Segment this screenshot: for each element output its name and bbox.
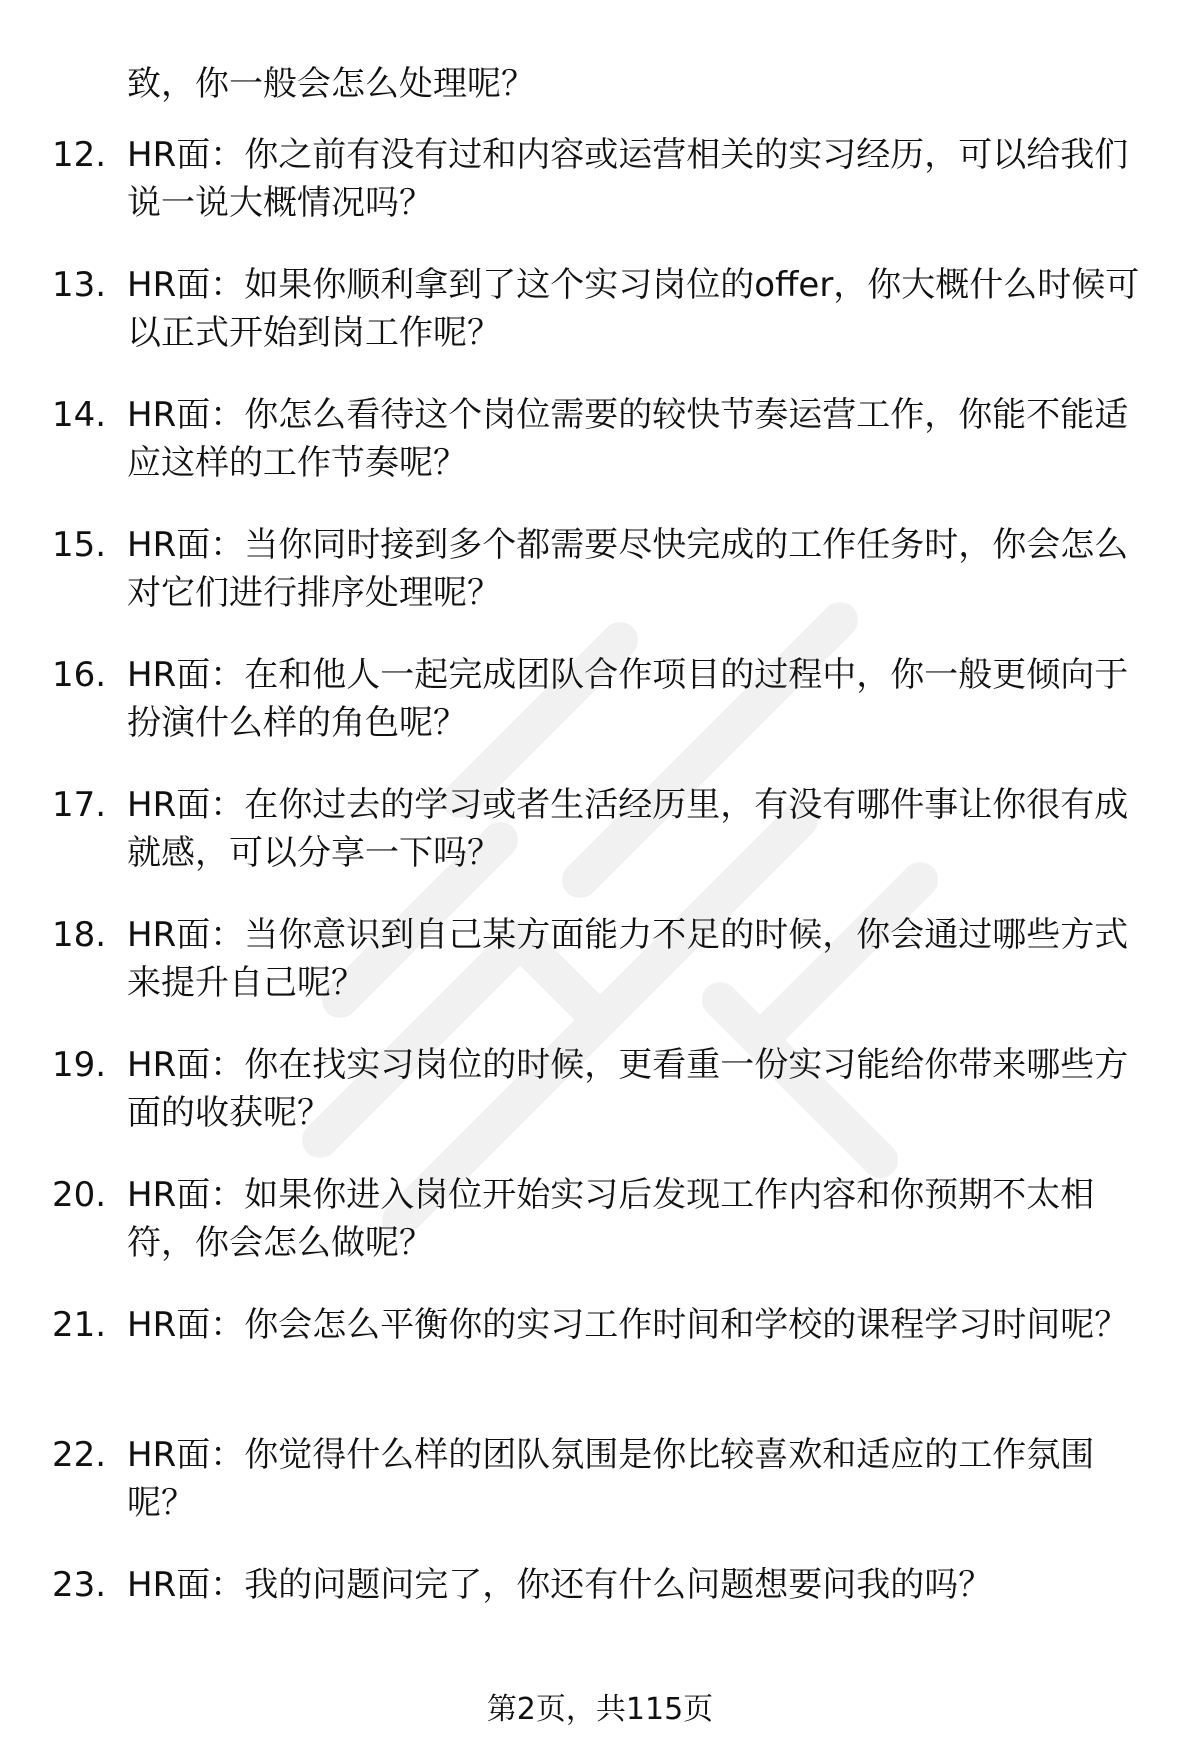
list-item — [0, 1041, 1200, 1171]
question-number: 16. — [52, 655, 107, 695]
list-item — [0, 521, 1200, 651]
question-text: HR面：如果你顺利拿到了这个实习岗位的offer，你大概什么时候可以正式开始到岗工作呢？ — [127, 265, 1140, 353]
question-text: HR面：在你过去的学习或者生活经历里，有没有哪件事让你很有成就感，可以分享一下吗？ — [127, 785, 1129, 873]
list-item — [0, 911, 1200, 1041]
question-text: HR面：我的问题问完了，你还有什么问题想要问我的吗？ — [127, 1565, 993, 1605]
list-item — [0, 1431, 1200, 1561]
question-number: 17. — [52, 785, 107, 825]
question-number: 15. — [52, 525, 107, 565]
question-number: 21. — [52, 1305, 107, 1345]
list-item — [0, 391, 1200, 521]
list-item — [0, 781, 1200, 911]
question-text: HR面：你怎么看待这个岗位需要的较快节奏运营工作，你能不能适应这样的工作节奏呢？ — [127, 395, 1129, 483]
question-text: HR面：你在找实习岗位的时候，更看重一份实习能给你带来哪些方面的收获呢？ — [127, 1045, 1129, 1133]
question-text: HR面：你觉得什么样的团队氛围是你比较喜欢和适应的工作氛围呢？ — [127, 1435, 1095, 1523]
question-text: HR面：在和他人一起完成团队合作项目的过程中，你一般更倾向于扮演什么样的角色呢？ — [127, 655, 1129, 743]
question-text: HR面：如果你进入岗位开始实习后发现工作内容和你预期不太相符，你会怎么做呢？ — [127, 1175, 1095, 1263]
question-list — [0, 131, 1200, 1691]
question-number: 14. — [52, 395, 107, 435]
list-item — [0, 131, 1200, 261]
list-item — [0, 651, 1200, 781]
question-text: HR面：当你意识到自己某方面能力不足的时候，你会通过哪些方式来提升自己呢？ — [127, 915, 1129, 1003]
page-number-footer: 第2页，共115页 — [486, 1692, 714, 1727]
question-number: 13. — [52, 265, 107, 305]
continued-question-text: 致，你一般会怎么处理呢？ — [127, 64, 535, 104]
list-item — [0, 261, 1200, 391]
question-number: 19. — [52, 1045, 107, 1085]
question-number: 22. — [52, 1435, 107, 1475]
question-text: HR面：当你同时接到多个都需要尽快完成的工作任务时，你会怎么对它们进行排序处理呢？ — [127, 525, 1129, 613]
list-item — [0, 1561, 1200, 1691]
question-text: HR面：你会怎么平衡你的实习工作时间和学校的课程学习时间呢？ — [127, 1305, 1129, 1345]
question-number: 12. — [52, 135, 107, 175]
question-number: 23. — [52, 1565, 107, 1605]
list-item — [0, 1171, 1200, 1301]
list-item — [0, 1301, 1200, 1431]
question-number: 18. — [52, 915, 107, 955]
question-number: 20. — [52, 1175, 107, 1215]
question-text: HR面：你之前有没有过和内容或运营相关的实习经历，可以给我们说一说大概情况吗？ — [127, 135, 1129, 223]
